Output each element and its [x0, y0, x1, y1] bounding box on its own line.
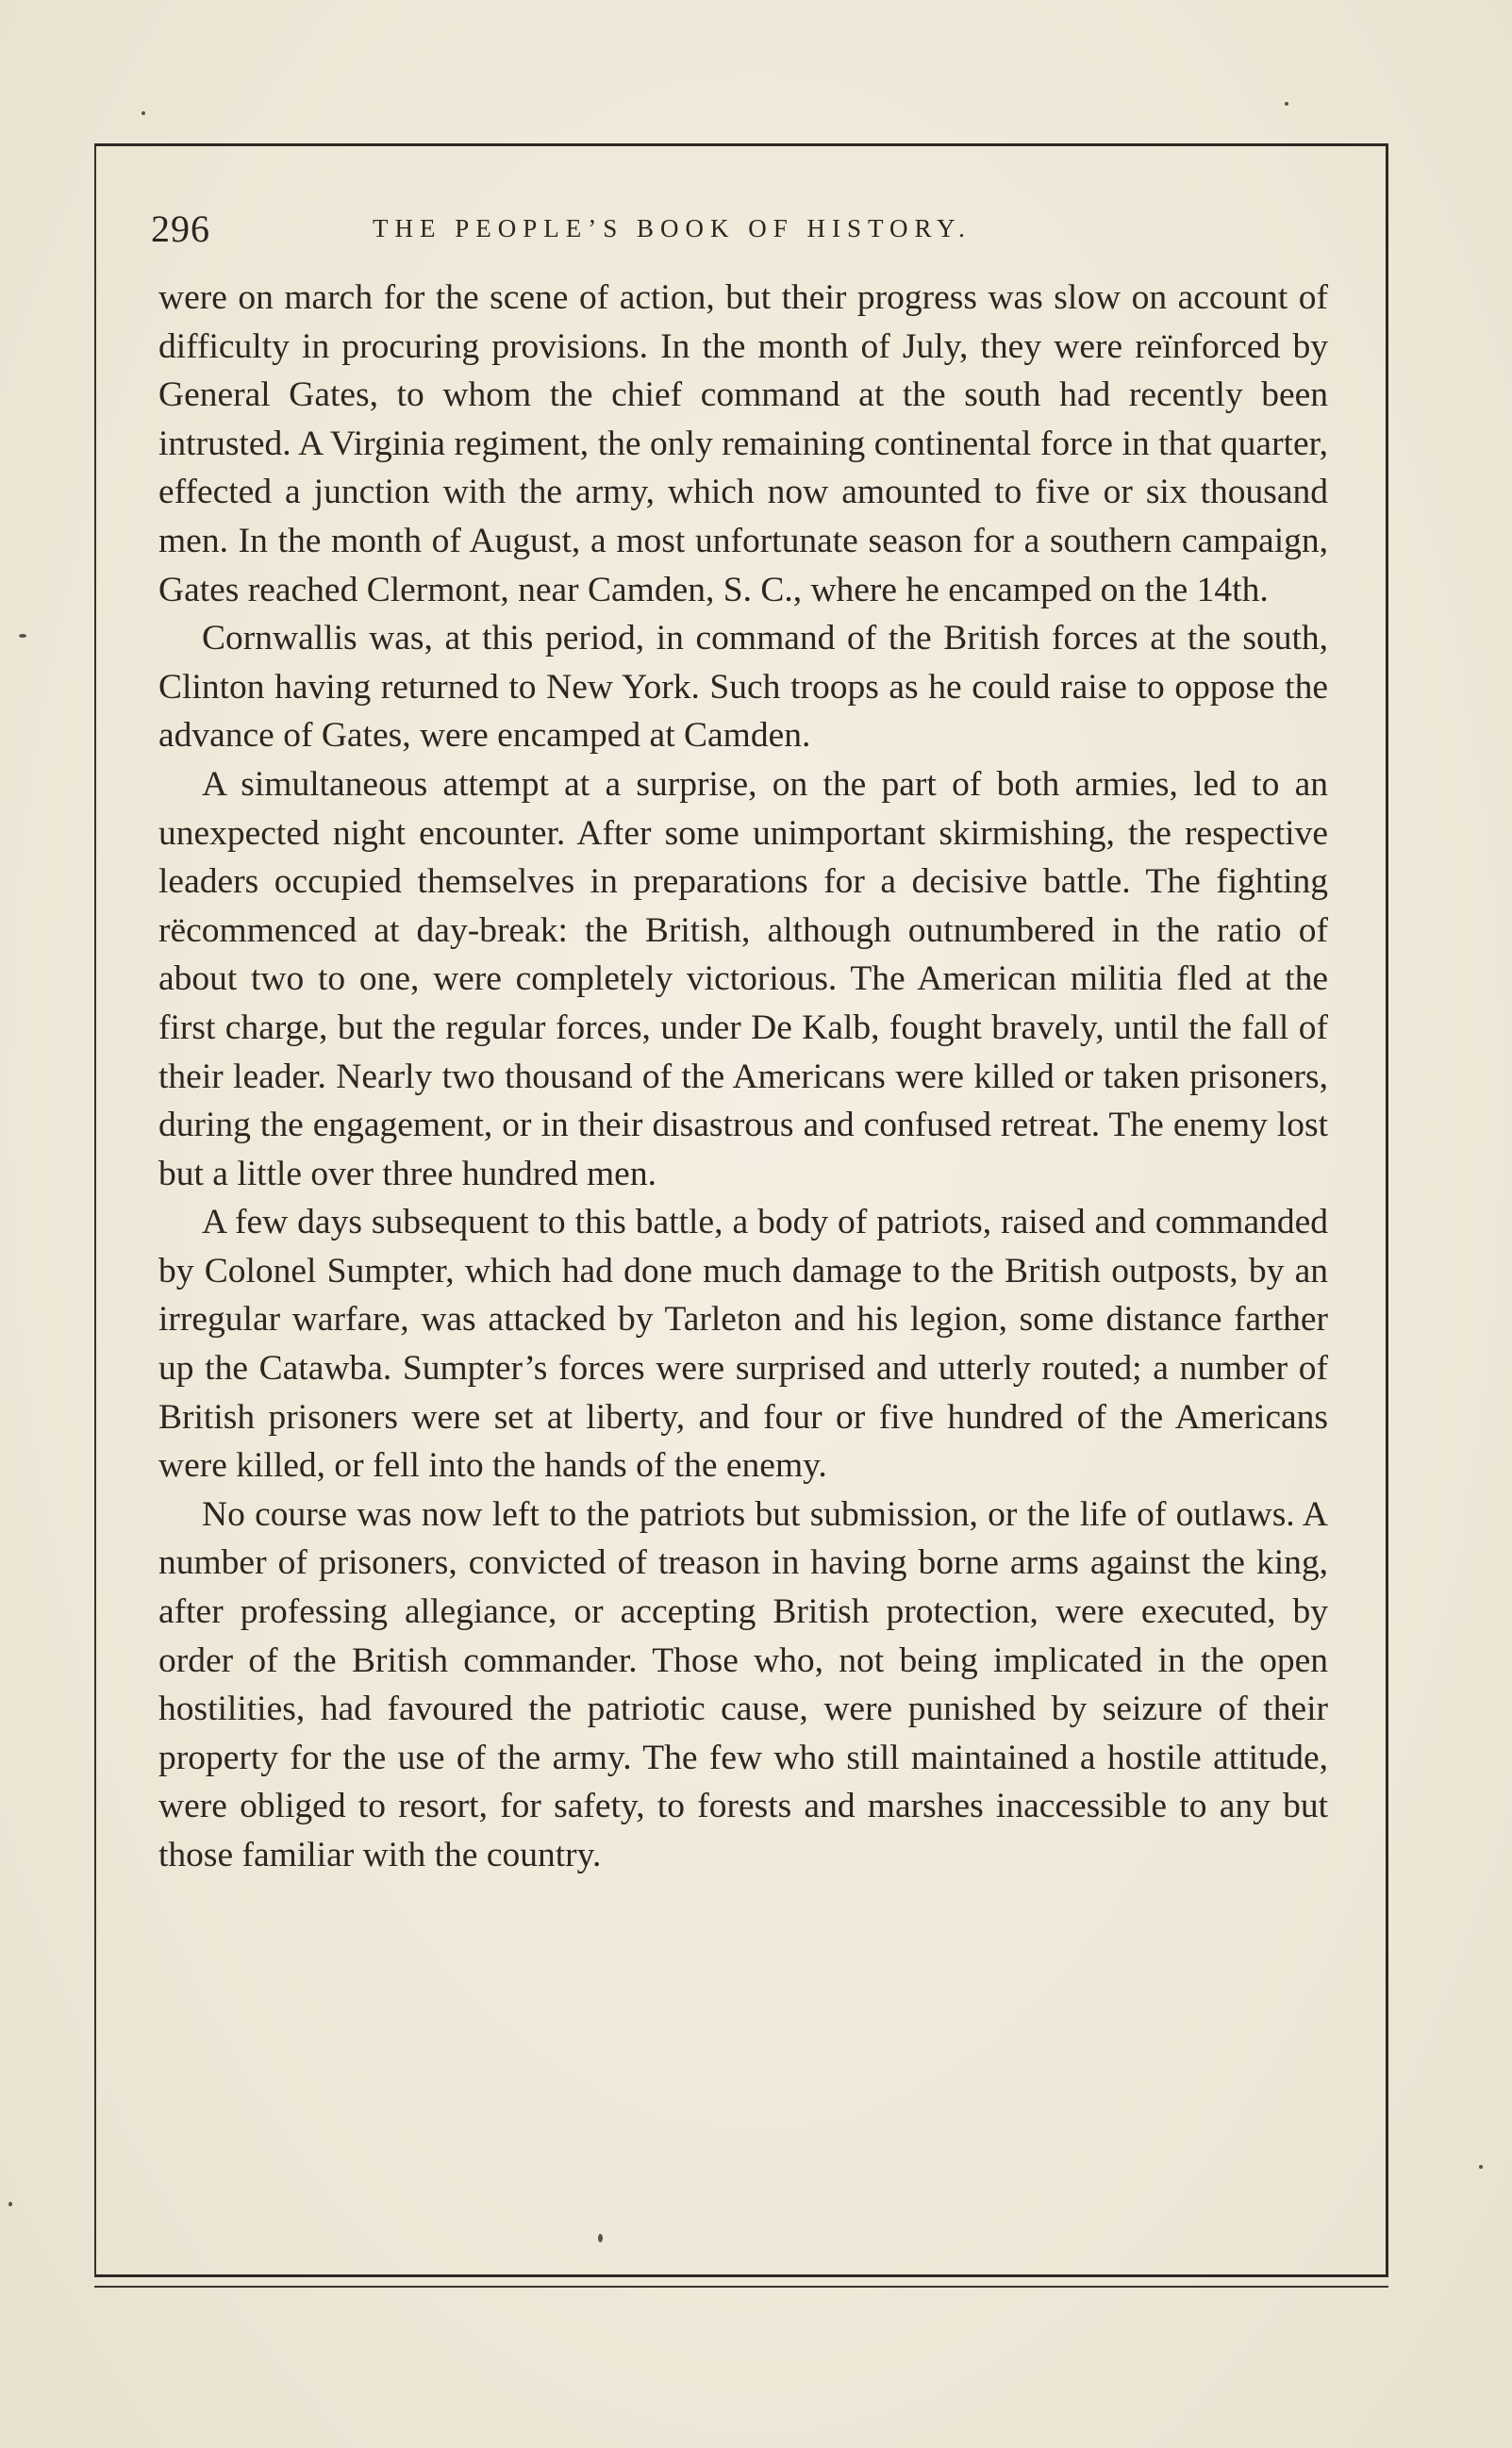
- bottom-rule: [94, 2286, 1388, 2288]
- paragraph-2: Cornwallis was, at this period, in command of the British forces at the south, Clinton having returned to New York. Such troops as he could raise to oppose the advance of Gates, were encamped at Camden.: [158, 619, 1328, 756]
- ink-speck: [1479, 2165, 1483, 2169]
- page-header: [151, 203, 1330, 259]
- page-number: 296: [151, 208, 210, 250]
- ink-speck: [598, 2234, 603, 2242]
- body-text: [158, 274, 1328, 1880]
- ink-speck: [19, 634, 26, 638]
- paragraph-4: A few days subsequent to this battle, a body of patriots, raised and commanded by Colonel Sumpter, which had done much damage to the British outposts, by an irregular warfare, was attacked by Tarleton and his legion, some distance farther up the Catawba. Sumpter’s forces were surprised and utterly routed; a number of British prisoners were set at liberty, and four or five hundred of the Americans were killed, or fell into the hands of the enemy.: [158, 1203, 1328, 1486]
- paragraph-5: No course was now left to the patriots but submission, or the life of outlaws. A number of prisoners, convicted of treason in having borne arms against the king, after professing allegiance, or accepting British protection, were executed, by order of the British commander. Those who, not being implicated in the open hostilities, had favoured the patriotic cause, were punished by seizure of their property for the use of the army. The few who still maintained a hostile attitude, were obliged to resort, for safety, to forests and marshes inaccessible to any but those familiar with the country.: [158, 1494, 1328, 1874]
- ink-speck: [8, 2202, 12, 2207]
- paragraph-3: A simultaneous attempt at a surprise, on the part of both armies, led to an unexpected night encounter. After some unimportant skirmishing, the respective leaders occupied themselves in preparations for a decisive battle. The fighting rëcommenced at day-break: the British, although outnumbered in the ratio of about two to one, were completely victorious. The American militia fled at the first charge, but the regular forces, under De Kalb, fought bravely, until the fall of their leader. Nearly two thousand of the Americans were killed or taken prisoners, during the engagement, or in their disastrous and confused retreat. The enemy lost but a little over three hundred men.: [158, 764, 1328, 1193]
- paragraph-1: were on march for the scene of action, but their progress was slow on account of difficulty in procuring provisions. In the month of July, they were reïnforced by General Gates, to whom the chief command at the south had recently been intrusted. A Virginia regiment, the only remaining continental force in that quarter, effected a junction with the army, which now amounted to five or six thousand men. In the month of August, a most unfortunate season for a southern campaign, Gates reached Clermont, near Camden, S. C., where he encamped on the 14th.: [158, 278, 1328, 609]
- ink-speck: [141, 111, 145, 115]
- running-head: THE PEOPLE’S BOOK OF HISTORY.: [373, 214, 972, 242]
- ink-speck: [1285, 102, 1288, 106]
